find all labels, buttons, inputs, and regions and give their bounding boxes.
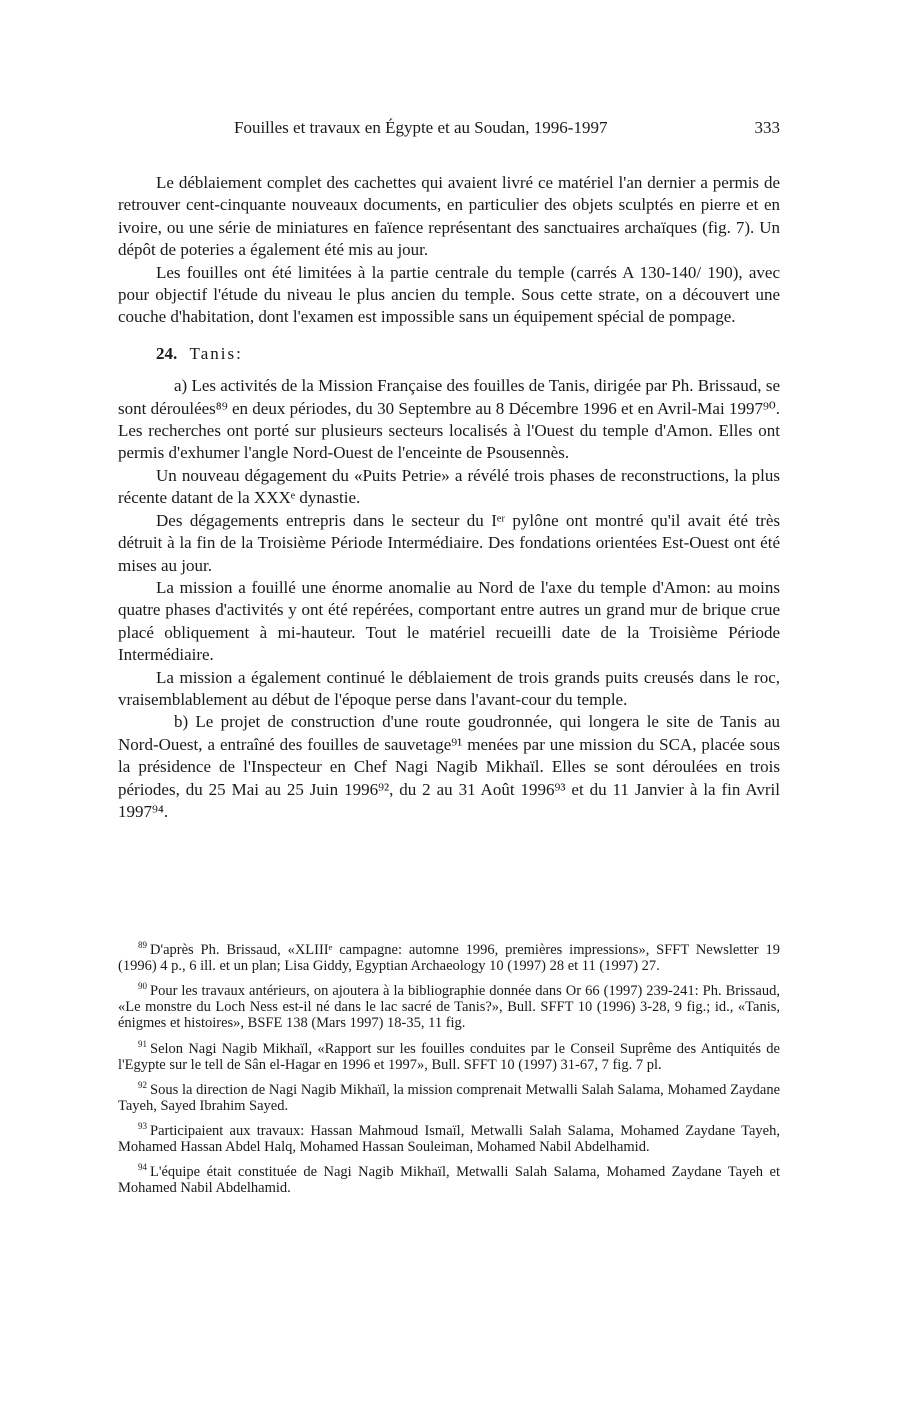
page-number: 333 xyxy=(754,118,780,137)
footnote-number: 91 xyxy=(138,1038,147,1049)
paragraph: Un nouveau dégagement du «Puits Petrie» a révélé trois phases de reconstructions, la plus récente datant de la XXXᵉ dynastie. xyxy=(118,465,780,508)
section-heading xyxy=(156,343,780,365)
footnote-text: D'après Ph. Brissaud, «XLIIIᵉ campagne: automne 1996, premières impressions», SFFT Newsletter 19 (1996) 4 p., 6 ill. et un plan; Lisa Giddy, Egyptian Archaeology 10 (1997) 28 et 11 (1997) 27. xyxy=(118,941,780,975)
paragraph: b) Le projet de construction d'une route goudronnée, qui longera le site de Tanis au Nord-Ouest, a entraîné des fouilles de sauvetage⁹¹ menées par une mission du SCA, placée sous la présidence de l'Inspecteur en Chef Nagi Nagib Mikhaïl. Elles se sont déroulées en trois périodes, du 25 Mai au 25 Juin 1996⁹², du 2 au 31 Août 1996⁹³ et du 11 Janvier à la fin Avril 1997⁹⁴. xyxy=(118,712,780,821)
footnote xyxy=(118,1036,780,1073)
footnote-text: Participaient aux travaux: Hassan Mahmoud Ismaïl, Metwalli Salah Salama, Mohamed Zaydane Tayeh, Mohamed Hassan Abdel Halq, Mohamed Hassan Souleiman, Mohamed Nabil Abdelhamid. xyxy=(118,1122,780,1156)
footnote-number: 94 xyxy=(138,1162,147,1173)
footnote-text: Pour les travaux antérieurs, on ajoutera à la bibliographie donnée dans Or 66 (1997) 239-241: Ph. Brissaud, «Le monstre du Loch Ness est-il né dans le lac sacré de Tanis?», Bull. SFFT 10 (1996) 3-28, 9 fig.; id., «Tanis, énigmes et histoires», BSFE 138 (Mars 1997) 18-35, 11 fig. xyxy=(118,983,780,1032)
footnote xyxy=(118,978,780,1031)
footnote-text: Sous la direction de Nagi Nagib Mikhaïl, la mission comprenait Metwalli Salah Salama, Mohamed Zaydane Tayeh, Sayed Ibrahim Sayed. xyxy=(118,1081,780,1114)
section-number: 24. xyxy=(156,343,178,363)
running-header xyxy=(118,118,780,144)
footnotes xyxy=(118,937,780,1201)
footnote xyxy=(118,1118,780,1155)
footnote xyxy=(118,1077,780,1114)
footnote-number: 92 xyxy=(138,1079,147,1090)
paragraph: a) Les activités de la Mission Française des fouilles de Tanis, dirigée par Ph. Brissaud, se sont déroulées⁸⁹ en deux périodes, du 30 Septembre au 8 Décembre 1996 et en Avril-Mai 1997⁹⁰. Les recherches ont porté sur plusieurs secteurs localisés à l'Ouest du temple d'Amon. Elles ont permis d'exhumer l'angle Nord-Ouest de l'enceinte de Psousennès. xyxy=(118,376,780,463)
footnote xyxy=(118,937,780,974)
running-title: Fouilles et travaux en Égypte et au Soudan, 1996-1997 xyxy=(234,118,608,137)
footnote-text: Selon Nagi Nagib Mikhaïl, «Rapport sur les fouilles conduites par le Conseil Suprême des Antiquités de l'Egypte sur le tell de Sân el-Hagar en 1996 et 1997», Bull. SFFT 10 (1997) 31-67, 7 fig. 7 pl. xyxy=(118,1040,780,1073)
footnote-text: L'équipe était constituée de Nagi Nagib Mikhaïl, Metwalli Salah Salama, Mohamed Zaydane Tayeh et Mohamed Nabil Abdelhamid. xyxy=(118,1164,780,1197)
section-title: Tanis: xyxy=(189,343,243,363)
footnote-number: 93 xyxy=(138,1121,147,1132)
footnote xyxy=(118,1159,780,1196)
footnote-number: 89 xyxy=(138,940,147,950)
paragraph: La mission a également continué le déblaiement de trois grands puits creusés dans le roc, vraisemblablement au début de l'époque perse dans l'avant-cour du temple. xyxy=(118,667,780,709)
paragraph: Des dégagements entrepris dans le secteur du Iᵉʳ pylône ont montré qu'il avait été très détruit à la fin de la Troisième Période Intermédiaire. Des fondations orientées Est-Ouest ont été mises au jour. xyxy=(118,510,780,575)
paragraph: Les fouilles ont été limitées à la partie centrale du temple (carrés A 130-140/ 190), avec pour objectif l'étude du niveau le plus ancien du temple. Sous cette strate, on a découvert une couche d'habitation, dont l'examen est impossible sans un équipement spécial de pompage. xyxy=(118,262,780,327)
body-text xyxy=(118,172,780,823)
footnote-number: 90 xyxy=(138,981,147,992)
paragraph: Le déblaiement complet des cachettes qui avaient livré ce matériel l'an dernier a permis de retrouver cent-cinquante nouveaux documents, en particulier des objets sculptés en pierre et en ivoire, ou une série de miniatures en faïence représentant des sanctuaires archaïques (fig. 7). Un dépôt de poteries a également été mis au jour. xyxy=(118,173,780,260)
paragraph: La mission a fouillé une énorme anomalie au Nord de l'axe du temple d'Amon: au moins quatre phases d'activités y ont été repérées, comportant entre autres un grand mur de brique crue placé obliquement à mi-hauteur. Tout le matériel recueilli date de la Troisième Période Intermédiaire. xyxy=(118,577,780,665)
